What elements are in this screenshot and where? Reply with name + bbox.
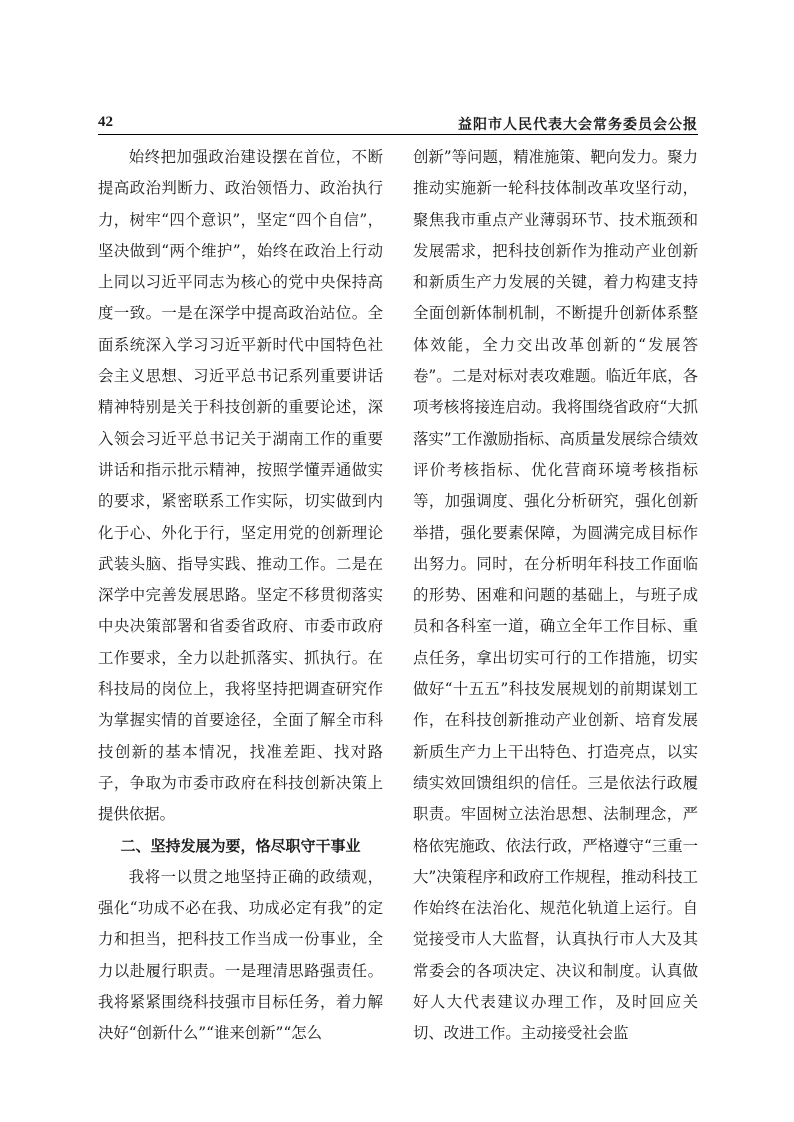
section-heading: 二、坚持发展为要，恪尽职守干事业 xyxy=(120,836,361,855)
page-number: 42 xyxy=(98,114,113,130)
header-rule xyxy=(98,134,698,135)
body-paragraph: 我将一以贯之地坚持正确的政绩观，强化“功成不必在我、功成必定有我”的定力和担当，把科技工作当成一份事业，全力以赴履行职责。一是理清思路强责任。我将紧紧围绕科技强市目标任务，着力解决好“创新什么”“谁来创新”“怎么 xyxy=(98,867,383,1043)
page-header xyxy=(98,114,698,134)
left-column xyxy=(98,142,383,1082)
journal-title: 益阳市人民代表大会常务委员会公报 xyxy=(458,117,698,133)
body-paragraph: 始终把加强政治建设摆在首位，不断提高政治判断力、政治领悟力、政治执行力，树牢“四个意识”，坚定“四个自信”，坚决做到“两个维护”，始终在政治上行动上同以习近平同志为核心的党中央保持高度一致。一是在深学中提高政治站位。全面系统深入学习习近平新时代中国特色社会主义思想、习近平总书记系列重要讲话精神特别是关于科技创新的重要论述，深入领会习近平总书记关于湖南工作的重要讲话和指示批示精神，按照学懂弄通做实的要求，紧密联系工作实际，切实做到内化于心、外化于行，坚定用党的创新理论武装头脑、指导实践、推动工作。二是在深学中完善发展思路。坚定不移贯彻落实中央决策部署和省委省政府、市委市政府工作要求，全力以赴抓落实、抓执行。在科技局的岗位上，我将坚持把调查研究作为掌握实情的首要途径，全面了解全市科技创新的基本情况，找准差距、找对路子，争取为市委市政府在科技创新决策上提供依据。 xyxy=(98,148,383,824)
right-column xyxy=(413,142,698,1082)
body-paragraph: 创新”等问题，精准施策、靶向发力。聚力推动实施新一轮科技体制改革攻坚行动，聚焦我市重点产业薄弱环节、技术瓶颈和发展需求，把科技创新作为推动产业创新和新质生产力发展的关键，着力构建支持全面创新体制机制，不断提升创新体系整体效能，全力交出改革创新的“发展答卷”。二是对标对表攻难题。临近年底，各项考核将接连启动。我将围绕省政府“大抓落实”工作激励指标、高质量发展综合绩效评价考核指标、优化营商环境考核指标等，加强调度、强化分析研究，强化创新举措，强化要素保障，为圆满完成目标作出努力。同时，在分析明年科技工作面临的形势、困难和问题的基础上，与班子成员和各科室一道，确立全年工作目标、重点任务，拿出切实可行的工作措施，切实做好“十五五”科技发展规划的前期谋划工作，在科技创新推动产业创新、培育发展新质生产力上干出特色、打造亮点，以实绩实效回馈组织的信任。三是依法行政履职责。牢固树立法治思想、法制理念，严格依宪施政、依法行政，严格遵守“三重一大”决策程序和政府工作规程，推动科技工作始终在法治化、规范化轨道上运行。自觉接受市人大监督，认真执行市人大及其常委会的各项决定、决议和制度。认真做好人大代表建议办理工作，及时回应关切、改进工作。主动接受社会监 xyxy=(413,148,698,1043)
